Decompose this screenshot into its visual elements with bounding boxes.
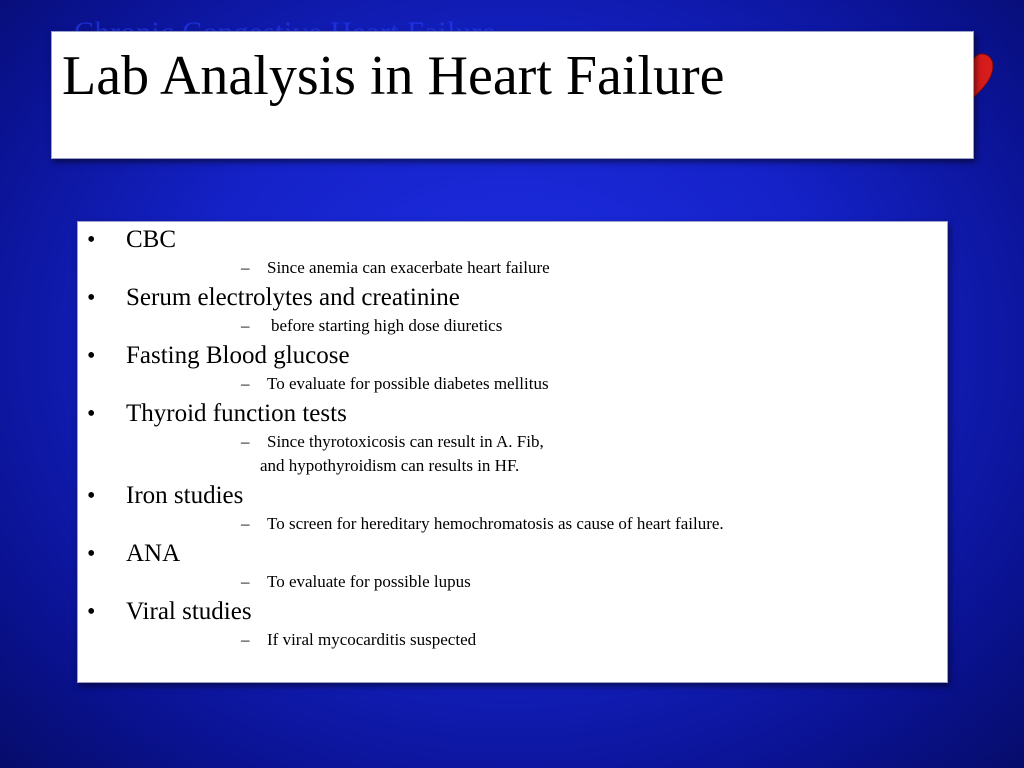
lab-test-detail: If viral mycocarditis suspected: [267, 630, 477, 649]
dash-icon: –: [241, 572, 250, 591]
bullet-icon: •: [87, 483, 96, 509]
lab-test-label: Thyroid function tests: [126, 400, 347, 427]
lab-test-detail: To evaluate for possible diabetes mellitus: [267, 374, 549, 393]
lab-test-detail: To screen for hereditary hemochromatosis as cause of heart failure.: [267, 514, 724, 533]
bullet-icon: •: [87, 227, 96, 253]
lab-test-label: CBC: [126, 226, 177, 253]
lab-test-detail-continued: and hypothyroidism can results in HF.: [260, 456, 520, 475]
dash-icon: –: [241, 432, 250, 451]
bullet-icon: •: [87, 401, 96, 427]
dash-icon: –: [241, 374, 250, 393]
lab-test-label: ANA: [126, 540, 181, 567]
lab-test-label: Viral studies: [126, 598, 252, 625]
bullet-icon: •: [87, 599, 96, 625]
content-box: [77, 221, 948, 683]
lab-test-detail: before starting high dose diuretics: [271, 316, 503, 335]
bullet-icon: •: [87, 285, 96, 311]
slide-title: Lab Analysis in Heart Failure: [62, 45, 725, 107]
dash-icon: –: [241, 316, 250, 335]
dash-icon: –: [241, 630, 250, 649]
bullet-icon: •: [87, 343, 96, 369]
dash-icon: –: [241, 258, 250, 277]
lab-test-label: Serum electrolytes and creatinine: [126, 284, 460, 311]
title-box: [51, 31, 974, 159]
lab-test-label: Iron studies: [126, 482, 244, 509]
dash-icon: –: [241, 514, 250, 533]
lab-test-detail: Since anemia can exacerbate heart failure: [267, 258, 550, 277]
bullet-icon: •: [87, 541, 96, 567]
lab-test-detail: Since thyrotoxicosis can result in A. Fib,: [267, 432, 544, 451]
lab-test-label: Fasting Blood glucose: [126, 342, 350, 369]
lab-test-detail: To evaluate for possible lupus: [267, 572, 471, 591]
